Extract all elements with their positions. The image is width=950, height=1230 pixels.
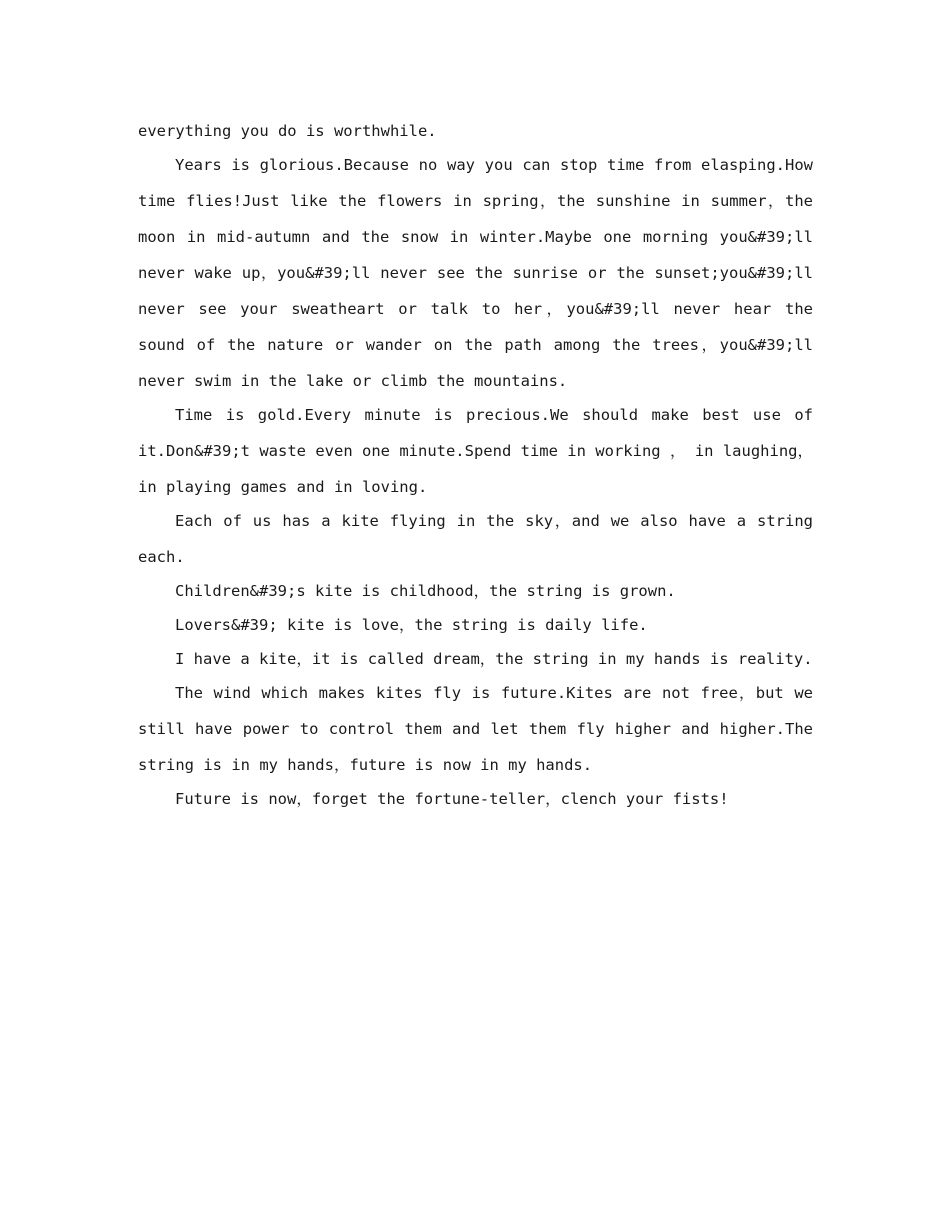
paragraph-5: Children&#39;s kite is childhood，the string is grown.: [175, 582, 676, 600]
paragraph-1: everything you do is worthwhile.: [138, 122, 437, 140]
paragraph-3: Time is gold.Every minute is precious.We should make best use of it.Don&#39;t waste even one minute.Spend time in working ， in laughing，in playing games and in loving.: [138, 406, 813, 496]
document-body: [138, 113, 813, 817]
paragraph-8: The wind which makes kites fly is future.Kites are not free，but we still have power to control them and let them fly higher and higher.The string is in my hands，future is now in my hands.: [138, 684, 813, 774]
paragraph-7: I have a kite，it is called dream，the string in my hands is reality.: [175, 650, 813, 668]
paragraph-9: Future is now，forget the fortune-teller，clench your fists!: [175, 790, 729, 808]
paragraph-2: Years is glorious.Because no way you can stop time from elasping.How time flies!Just like the flowers in spring，the sunshine in summer，the moon in mid-autumn and the snow in winter.Maybe one morning you&#39;ll never wake up，you&#39;ll never see the sunrise or the sunset;you&#39;ll never see your sweatheart or talk to her，you&#39;ll never hear the sound of the nature or wander on the path among the trees，you&#39;ll never swim in the lake or climb the mountains.: [138, 156, 813, 390]
paragraph-6: Lovers&#39; kite is love，the string is daily life.: [175, 616, 648, 634]
paragraph-4: Each of us has a kite flying in the sky，and we also have a string each.: [138, 512, 813, 566]
